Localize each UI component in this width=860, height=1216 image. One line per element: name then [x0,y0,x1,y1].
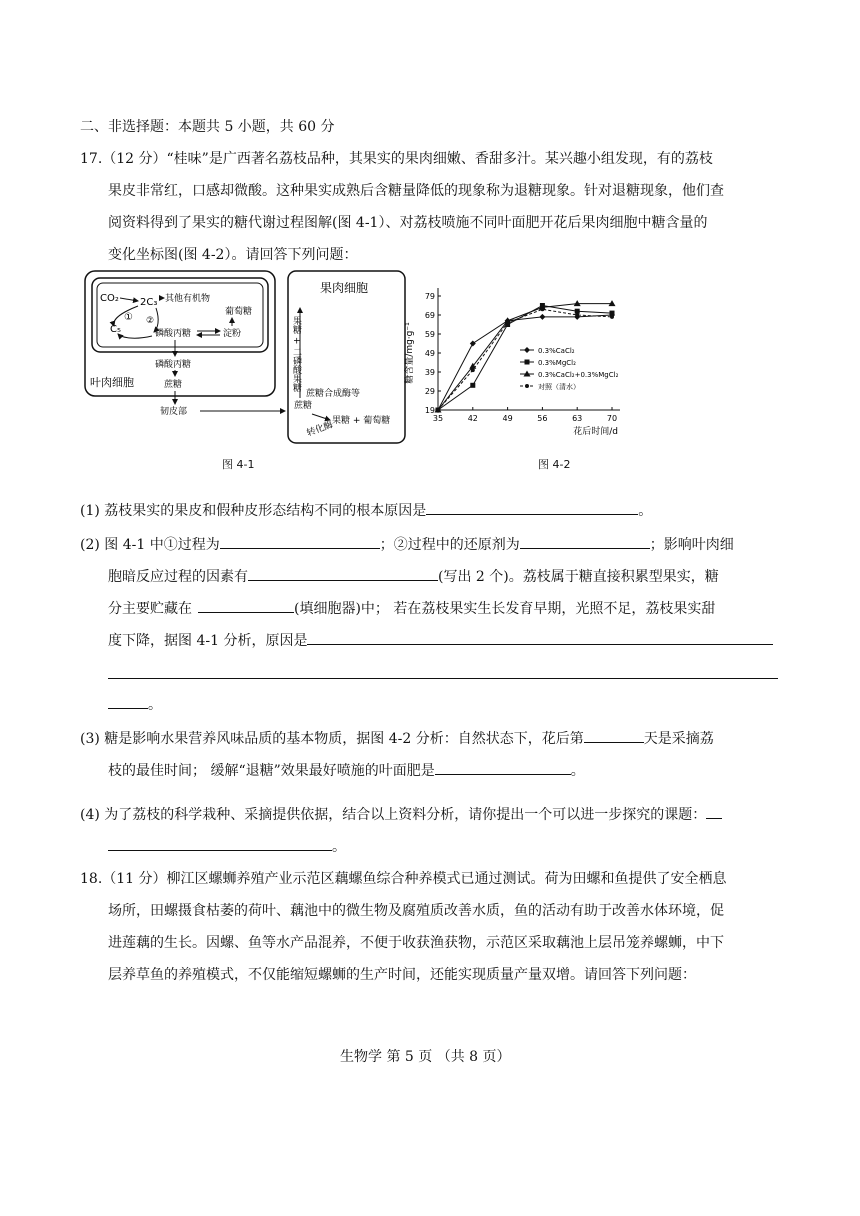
q17-sub2-line4-text: 度下降，据图 4-1 分析，原因是 [108,633,308,649]
q17-sub4-text: (4) 为了荔枝的科学栽种、采摘提供依据，结合以上资料分析，请你提出一个可以进一步探究的课题： [80,807,707,823]
q17-sub2-line3-text-b: (填细胞器)中； 若在荔枝果实生长发育早期，光照不足，荔枝果实甜 [294,601,716,617]
q17-sub2-part-a: (2) 图 4-1 中①过程为 [80,537,220,553]
q17-sub2-blank-6[interactable] [108,694,148,709]
q18-line-1: 18.（11 分）柳江区螺蛳养殖产业示范区藕螺鱼综合种养模式已通过测试。荷为田螺和鱼提供了安全栖息 [80,871,727,887]
q18-line-4: 层养草鱼的养殖模式，不仅能缩短螺蛳的生产时间，还能实现质量产量双增。请回答下列问题： [108,967,696,983]
figure-4-1 [80,268,410,448]
mesophyll-cell-label: 叶肉细胞 [90,376,134,389]
data-point [539,314,545,320]
q17-sub3-blank-1[interactable] [584,728,644,743]
q17-line-1: 17.（12 分）“桂味”是广西著名荔枝品种，其果实的果肉细嫩、香甜多汁。某兴趣小组发现，有的荔枝 [80,151,713,167]
q17-sub2-blank-5[interactable] [307,630,773,645]
q17-sub2-answer-line[interactable] [108,678,778,679]
q17-sub2-line2 [108,566,719,586]
q17-sub3-line1 [80,728,714,748]
y-tick-label: 79 [424,292,435,301]
figure-4-2-chart [400,282,640,452]
q17-sub2-line3 [108,598,715,618]
q18-line-2: 场所，田螺摄食枯萎的荷叶、藕池中的微生物及腐殖质改善水质，鱼的活动有助于改善水体环境，促 [108,903,724,919]
series-line [438,304,612,410]
legend-label: 0.3%MgCl₂ [538,359,576,367]
data-point [575,313,579,317]
figure-4-2-caption: 图 4-2 [538,458,571,471]
data-point [540,307,544,311]
y-tick-label: 39 [424,368,435,377]
q17-sub2-part-b: ；②过程中的还原剂为 [379,537,520,553]
invertase-label: 转化酶 [305,420,335,439]
fruit-cell-label: 果肉细胞 [320,281,369,295]
q17-sub2-line2-text-b: (写出 2 个)。荔枝属于糖直接积累型果实，糖 [438,569,719,585]
data-point [471,368,475,372]
q17-sub1-end: 。 [638,503,653,519]
other-organics-label: 其他有机物 [165,294,211,304]
2c3-label: 2C₃ [140,297,158,308]
q17-sub3-blank-2[interactable] [435,760,571,775]
triose-phosphate-inner-label: 磷酸丙糖 [155,329,192,339]
q17-sub2-blank-1[interactable] [220,534,380,549]
data-point [610,311,615,316]
q17-sub1-blank[interactable] [426,500,638,515]
figure-4-1-caption: 图 4-1 [222,458,255,471]
data-point [524,347,530,353]
q17-sub2-line2-text-a: 胞暗反应过程的因素有 [108,569,248,585]
y-tick-label: 29 [424,387,435,396]
x-axis-label: 花后时间/d [573,427,618,437]
data-point [525,384,529,388]
q17-sub3-part-a: (3) 糖是影响水果营养风味品质的基本物质，据图 4-2 分析：自然状态下，花后第 [80,731,584,747]
data-point [506,321,510,325]
q17-sub2-part-c: ；影响叶肉细 [649,537,734,553]
q17-line-3: 阅资料得到了果实的糖代谢过程图解(图 4-1）、对荔枝喷施不同叶面肥开花后果肉细胞中糖含量的 [108,215,708,231]
sucrose-label: 蔗糖 [164,380,183,390]
q17-sub2-line1 [80,534,734,554]
fructose-bisphosphate-vertical-label: 果糖 + 二磷酸果糖 [291,316,301,393]
x-tick-label: 70 [606,414,618,423]
circle-1-label: ① [124,312,133,323]
x-tick-label: 49 [502,414,513,423]
q17-sub4-end: 。 [332,839,346,855]
q17-sub1 [80,500,652,520]
glucose-label: 葡萄糖 [225,307,253,317]
q17-sub3-part-b: 天是采摘荔 [643,731,714,747]
sucrose-synthase-label: 蔗糖合成酶等 [306,389,361,399]
data-point [470,341,476,347]
q17-sub4-line2 [108,836,346,856]
q18-line-3: 进莲藕的生长。因螺、鱼等水产品混养，不便于收获渔获物，示范区采取藕池上层吊笼养螺蛳，中下 [108,935,724,951]
data-point [525,360,530,365]
q17-sub3-line2-text: 枝的最佳时间； 缓解“退糖”效果最好喷施的叶面肥是 [108,763,435,779]
series-line [438,306,612,411]
y-tick-label: 49 [424,349,435,358]
co2-label: CO₂ [100,293,119,304]
legend-label: 0.3%CaCl₂ [538,347,575,355]
c5-label: C₅ [110,324,121,335]
y-tick-label: 59 [424,330,435,339]
triose-phosphate-outer-label: 磷酸丙糖 [155,360,192,370]
y-tick-label: 19 [424,406,435,415]
data-point [436,408,440,412]
y-axis-label: 糖含量/mg·g⁻¹ [405,322,415,384]
section-header: 二、非选择题：本题共 5 小题，共 60 分 [80,119,335,135]
q17-sub4-blank-1[interactable] [706,804,722,819]
q17-line-4: 变化坐标图(图 4-2）。请回答下列问题： [108,247,358,263]
x-tick-label: 56 [537,414,548,423]
q17-sub2-blank-2[interactable] [520,534,650,549]
page-footer: 生物学 第 5 页 （共 8 页） [340,1049,511,1065]
q17-sub2-end: 。 [148,697,162,713]
q17-sub4-blank-2[interactable] [108,836,332,851]
q17-sub2-blank-4[interactable] [198,598,294,613]
phloem-label: 韧皮部 [160,407,188,417]
circle-2-label: ② [146,316,155,326]
q17-sub4-line1 [80,804,722,824]
q17-sub2-line4 [108,630,773,650]
x-tick-label: 42 [467,414,478,423]
legend-label: 0.3%CaCl₂+0.3%MgCl₂ [538,371,619,379]
x-tick-label: 35 [432,414,444,423]
sucrose-entry-label: 蔗糖 [294,401,313,411]
starch-label: 淀粉 [223,329,242,339]
data-point [610,315,614,319]
y-tick-label: 69 [424,311,435,320]
q17-sub2-blank-3[interactable] [248,566,438,581]
data-point [575,309,580,314]
q17-sub2-line3-text-a: 分主要贮藏在 [108,601,192,617]
fructose-glucose-label: 果糖 + 葡萄糖 [332,416,391,426]
q17-sub3-line2 [108,760,585,780]
q17-sub1-text: (1) 荔枝果实的果皮和假种皮形态结构不同的根本原因是 [80,503,427,519]
x-tick-label: 63 [572,414,583,423]
q17-sub2-line6 [108,694,162,714]
q17-sub3-end: 。 [570,763,585,779]
q17-line-2: 果皮非常红，口感却微酸。这种果实成熟后含糖量降低的现象称为退糖现象。针对退糖现象，他们查 [108,183,724,199]
data-point [470,383,475,388]
legend-label: 对照（清水） [538,383,580,391]
